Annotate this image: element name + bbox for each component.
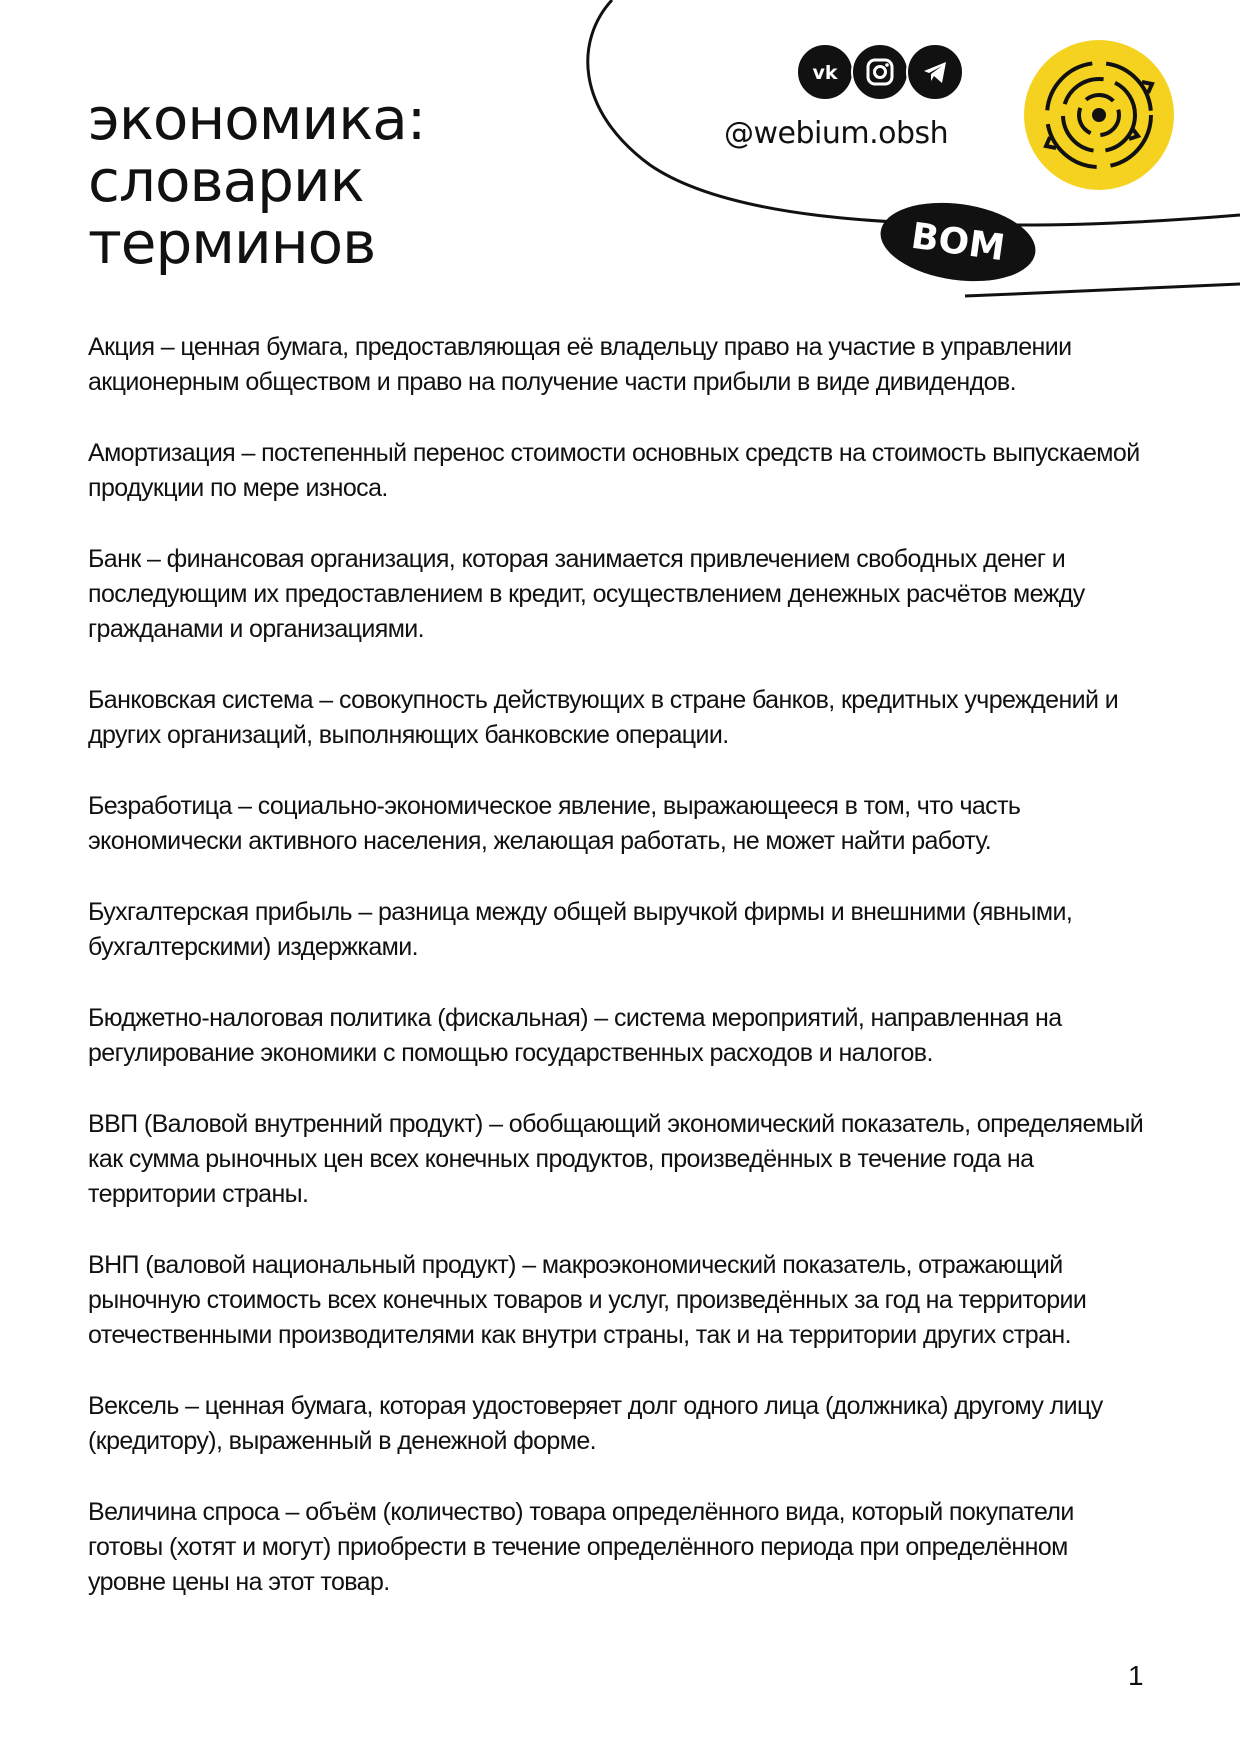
glossary-term: Величина спроса – объём (количество) товара определённого вида, который покупатели готовы (хотят и могут) приобрести в течение определённого периода при определённом уровне цены на этот товар. bbox=[88, 1498, 1074, 1596]
title-line-3: терминов bbox=[88, 209, 376, 277]
glossary-term: Банк – финансовая организация, которая занимается привлечением свободных денег и последующим их предоставлением в кредит, осуществлением денежных расчётов между гражданами и организациями. bbox=[88, 545, 1085, 643]
glossary-term: Бюджетно-налоговая политика (фискальная) – система мероприятий, направленная на регулирование экономики с помощью государственных расходов и налогов. bbox=[88, 1004, 1062, 1067]
glossary-term: Акция – ценная бумага, предоставляющая её владельцу право на участие в управлении акционерным обществом и право на получение части прибыли в виде дивидендов. bbox=[88, 333, 1072, 396]
brand-badge: ВОМ bbox=[875, 194, 1040, 291]
circular-arrows-logo bbox=[1024, 40, 1174, 190]
title-line-1: экономика: bbox=[88, 85, 426, 153]
title-line-2: словарик bbox=[88, 147, 364, 215]
vk-icon[interactable] bbox=[796, 43, 854, 101]
page-title bbox=[88, 85, 426, 277]
glossary-list bbox=[88, 330, 1148, 1636]
telegram-icon[interactable] bbox=[906, 43, 964, 101]
social-links bbox=[796, 43, 961, 101]
glossary-term: Вексель – ценная бумага, которая удостоверяет долг одного лица (должника) другому лицу (кредитору), выраженный в денежной форме. bbox=[88, 1392, 1103, 1455]
instagram-icon[interactable] bbox=[851, 43, 909, 101]
svg-text:vk: vk bbox=[812, 62, 838, 83]
glossary-term: Бухгалтерская прибыль – разница между общей выручкой фирмы и внешними (явными, бухгалтерскими) издержками. bbox=[88, 898, 1073, 961]
glossary-term: Амортизация – постепенный перенос стоимости основных средств на стоимость выпускаемой продукции по мере износа. bbox=[88, 439, 1140, 502]
glossary-term: ВВП (Валовой внутренний продукт) – обобщающий экономический показатель, определяемый как сумма рыночных цен всех конечных продуктов, произведённых в течение года на территории страны. bbox=[88, 1110, 1144, 1208]
page-number: 1 bbox=[1128, 1660, 1144, 1691]
social-handle[interactable]: @webium.obsh bbox=[724, 116, 949, 151]
glossary-term: Безработица – социально-экономическое явление, выражающееся в том, что часть экономически активного населения, желающая работать, не может найти работу. bbox=[88, 792, 1021, 855]
glossary-term: ВНП (валовой национальный продукт) – макроэкономический показатель, отражающий рыночную стоимость всех конечных товаров и услуг, произведённых за год на территории отечественными производителями как внутри страны, так и на территории других стран. bbox=[88, 1251, 1087, 1349]
glossary-term: Банковская система – совокупность действующих в стране банков, кредитных учреждений и других организаций, выполняющих банковские операции. bbox=[88, 686, 1119, 749]
